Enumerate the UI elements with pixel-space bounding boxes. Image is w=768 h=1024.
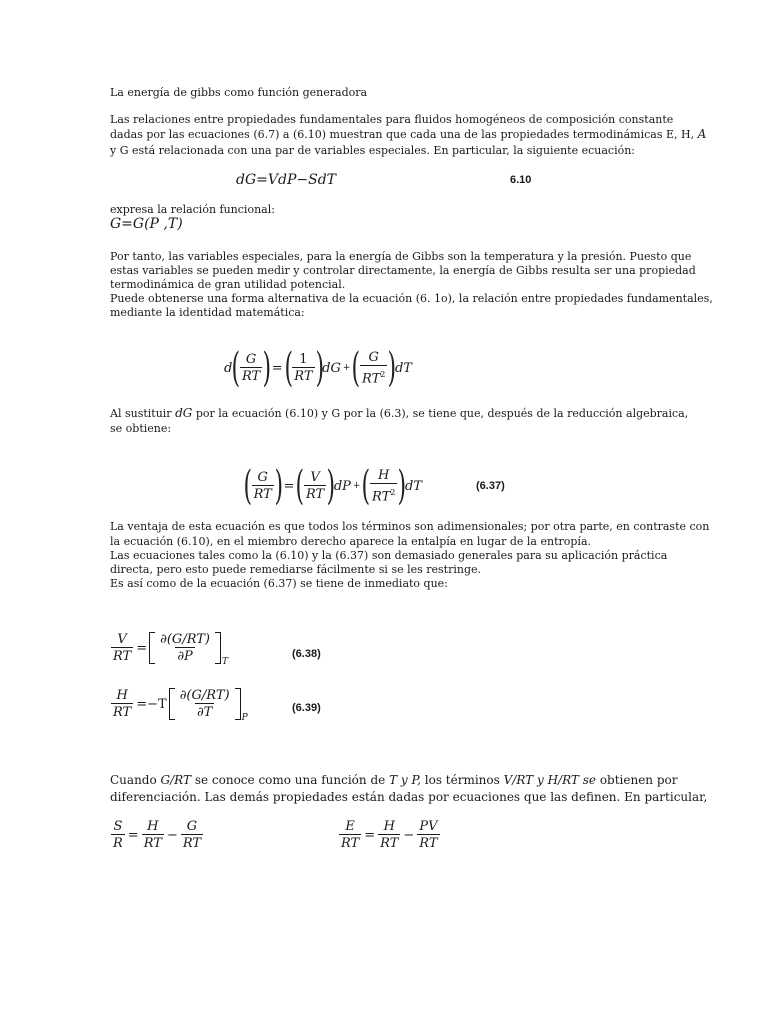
denominator: RT xyxy=(419,836,438,851)
bracket xyxy=(235,688,241,720)
equation-internal-energy xyxy=(338,819,441,851)
denominator: R xyxy=(113,836,123,851)
equals-sign: = xyxy=(127,827,139,843)
plus-sign: + xyxy=(352,481,361,491)
math-symbol: T y P, xyxy=(389,773,421,787)
denominator xyxy=(370,483,397,504)
paragraph-line: directa, pero esto puede remediarse fácilmente si se les restringe. xyxy=(110,563,482,576)
paragraph-line: expresa la relación funcional: xyxy=(110,203,275,216)
denominator: RT xyxy=(294,369,313,384)
math-symbol: d xyxy=(224,360,233,376)
bracket xyxy=(169,688,175,720)
equation-number: (6.39) xyxy=(292,702,321,714)
numerator: S xyxy=(113,819,123,834)
fraction xyxy=(360,350,387,386)
paragraph-line xyxy=(110,772,678,789)
fraction xyxy=(292,352,314,384)
fraction xyxy=(370,468,397,504)
minus-sign: − xyxy=(166,827,178,843)
paragraph-line: diferenciación. Las demás propiedades están dadas por ecuaciones que las definen. En particular, xyxy=(110,790,708,804)
numerator: V xyxy=(117,632,127,647)
denominator: ∂T xyxy=(196,705,213,720)
bracket xyxy=(149,632,155,664)
numerator: H xyxy=(378,467,390,483)
fraction xyxy=(339,819,361,851)
paren: ) xyxy=(397,463,407,509)
fraction xyxy=(111,819,125,851)
math-symbol: G/RT xyxy=(160,773,191,787)
paren: ( xyxy=(351,345,361,391)
denominator: RT xyxy=(341,836,360,851)
denominator: RT xyxy=(241,369,261,384)
numerator: V xyxy=(310,470,320,485)
paren: ( xyxy=(295,463,305,509)
equals-sign: = xyxy=(136,640,148,656)
paragraph-line: Puede obtenerse una forma alternativa de la ecuación (6. 1o), la relación entre propiedades fundamentales, xyxy=(110,292,713,305)
fraction xyxy=(142,819,164,851)
paragraph-line xyxy=(110,128,706,142)
denominator: RT xyxy=(143,836,162,851)
math-symbol: dP xyxy=(333,478,351,494)
equation-6-38 xyxy=(110,632,229,667)
math-symbol: dG xyxy=(175,406,193,420)
numerator: H xyxy=(116,688,128,703)
numerator: 1 xyxy=(299,352,308,367)
paragraph-line xyxy=(110,407,688,421)
equation-entropy xyxy=(110,819,204,851)
numerator: G xyxy=(245,352,257,367)
numerator: ∂(G/RT) xyxy=(179,688,230,703)
fraction xyxy=(378,819,400,851)
paren: ) xyxy=(326,463,336,509)
minus-sign: − xyxy=(403,827,415,843)
paragraph-line: se obtiene: xyxy=(110,422,172,435)
text-span: Cuando xyxy=(110,773,157,787)
identity-equation xyxy=(224,345,412,391)
subscript: T xyxy=(222,657,229,667)
denominator: ∂P xyxy=(177,649,193,664)
paren: ) xyxy=(262,345,272,391)
math-symbol: dT xyxy=(394,360,412,376)
equals-sign: = xyxy=(364,827,376,843)
text-span: los términos xyxy=(424,773,500,787)
math-symbol: dT xyxy=(404,478,422,494)
denominator-base: RT xyxy=(372,489,391,505)
paren: ( xyxy=(243,463,253,509)
paren: ( xyxy=(284,345,293,391)
fraction xyxy=(417,819,439,851)
paragraph-line: Las ecuaciones tales como la (6.10) y la (6.37) son demasiado generales para su aplicación práctica xyxy=(110,549,668,562)
paren: ) xyxy=(274,463,283,509)
fraction xyxy=(304,470,326,502)
numerator: PV xyxy=(419,819,438,834)
denominator: RT xyxy=(113,649,132,664)
text-span: por la ecuación (6.10) y G por la (6.3), se tiene que, después de la reducción algebraica, xyxy=(195,407,689,420)
math-symbol: V/RT y H/RT se xyxy=(503,773,596,787)
fraction xyxy=(252,470,274,502)
paragraph-line: y G está relacionada con una par de variables especiales. En particular, la siguiente ecuación: xyxy=(110,144,636,157)
paren: ) xyxy=(315,345,324,391)
equals-minus-T: =−T xyxy=(136,696,167,712)
text-span: dadas por las ecuaciones (6.7) a (6.10) muestran que cada una de las propiedades termodinámicas E, H, xyxy=(110,128,695,141)
text-span: Al sustituir xyxy=(110,407,172,420)
paragraph-line: Las relaciones entre propiedades fundamentales para fluidos homogéneos de composición constante xyxy=(110,113,674,126)
paragraph-line: La ventaja de esta ecuación es que todos los términos son adimensionales; por otra parte, en contraste con xyxy=(110,520,710,533)
math-symbol: A xyxy=(697,127,707,141)
document-title: La energía de gibbs como función generadora xyxy=(110,86,368,99)
equation-6-39 xyxy=(110,688,248,723)
equation-number: (6.37) xyxy=(476,480,505,492)
paragraph-line: la ecuación (6.10), en el miembro derecho aparece la entalpía en lugar de la entropía. xyxy=(110,535,591,548)
numerator: H xyxy=(147,819,159,834)
denominator: RT xyxy=(253,487,272,502)
paragraph-line: Es así como de la ecuación (6.37) se tiene de inmediato que: xyxy=(110,577,448,590)
denominator xyxy=(360,365,387,386)
bracket-group xyxy=(149,632,221,664)
denominator: RT xyxy=(380,836,399,851)
numerator: ∂(G/RT) xyxy=(160,632,211,647)
paragraph-line: Por tanto, las variables especiales, para la energía de Gibbs son la temperatura y la presión. Puesto que xyxy=(110,250,692,263)
denominator: RT xyxy=(182,836,202,851)
plus-sign: + xyxy=(342,363,351,373)
numerator: H xyxy=(383,819,395,834)
paren: ( xyxy=(231,345,241,391)
denominator: RT xyxy=(113,705,132,720)
fraction xyxy=(111,632,133,664)
fraction xyxy=(181,819,203,851)
denominator-base: RT xyxy=(362,371,381,387)
functional-relation: G=G(P ,T) xyxy=(110,216,183,232)
text-span: se conoce como una función de xyxy=(194,773,386,787)
paren: ) xyxy=(387,345,397,391)
equals-sign: = xyxy=(283,478,295,494)
bracket xyxy=(215,632,221,664)
text-span: obtienen por xyxy=(599,773,678,787)
math-symbol: dG xyxy=(322,360,341,376)
equation-number: (6.38) xyxy=(292,648,321,660)
numerator: E xyxy=(345,819,355,834)
numerator: G xyxy=(186,819,198,834)
fraction xyxy=(240,352,262,384)
equation-number: 6.10 xyxy=(510,174,532,186)
subscript: P xyxy=(241,713,248,723)
paragraph-line: estas variables se pueden medir y controlar directamente, la energía de Gibbs resulta ser una propiedad xyxy=(110,264,696,277)
denominator: RT xyxy=(305,487,325,502)
equation-6-37 xyxy=(243,463,422,509)
numerator: G xyxy=(368,349,379,365)
fraction xyxy=(158,632,212,664)
exponent: 2 xyxy=(380,369,386,379)
equals-sign: = xyxy=(271,360,283,376)
exponent: 2 xyxy=(390,487,396,497)
equation-6-10: dG=VdP−SdT xyxy=(236,172,336,188)
numerator: G xyxy=(257,470,268,485)
paren: ( xyxy=(361,463,371,509)
paragraph-line: mediante la identidad matemática: xyxy=(110,306,305,319)
paragraph-line: termodinámica de gran utilidad potencial. xyxy=(110,278,346,291)
fraction xyxy=(111,688,133,720)
bracket-group xyxy=(169,688,241,720)
fraction xyxy=(178,688,232,720)
